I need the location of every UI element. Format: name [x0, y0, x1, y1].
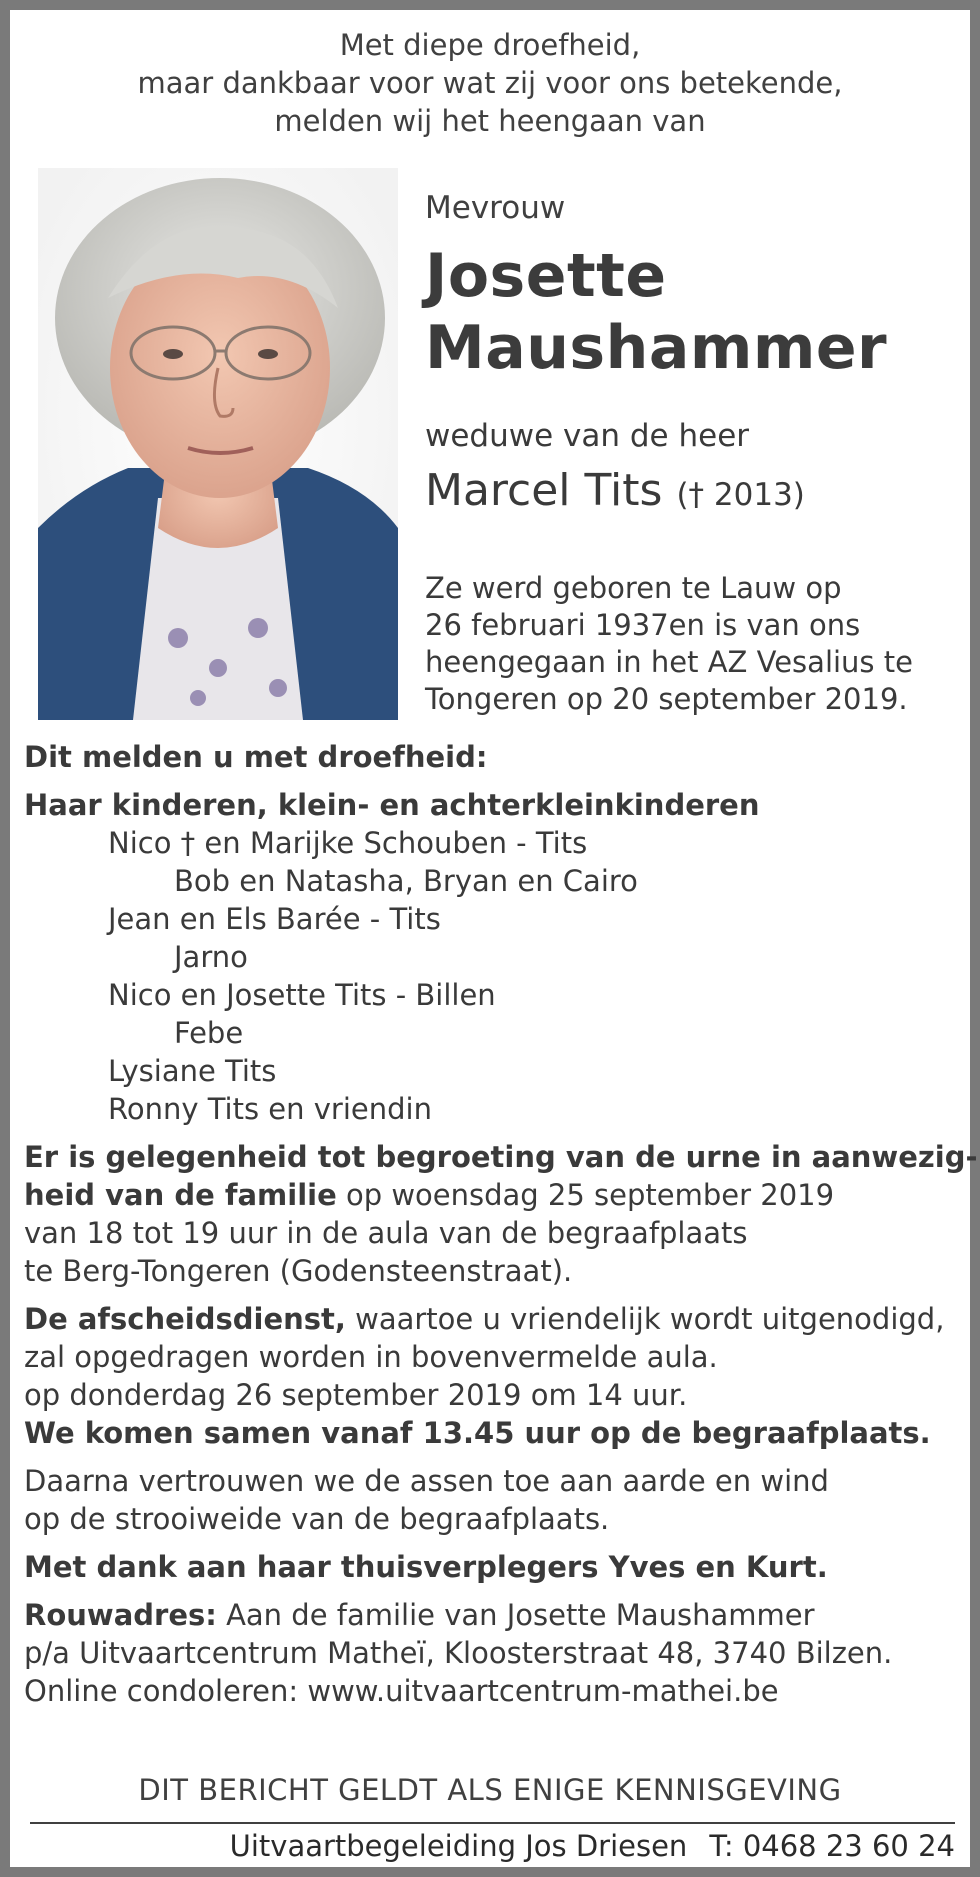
born-line: Ze werd geboren te Lauw op [425, 571, 842, 605]
visitation-date: op woensdag 25 september 2019 [336, 1178, 835, 1212]
deceased-name-block [425, 188, 965, 522]
visitation-bold: Er is gelegenheid tot begroeting van de urne in aanwezig- [24, 1140, 978, 1174]
service-line [24, 1300, 964, 1338]
born-line: Tongeren op 20 september 2019. [425, 682, 908, 716]
visitation-line: van 18 tot 19 uur in de aula van de begraafplaats [24, 1216, 748, 1250]
family-member: Nico en Josette Tits - Billen [108, 978, 496, 1012]
footer [10, 1828, 955, 1864]
family-children: Jarno [174, 940, 248, 974]
visitation-bold: heid van de familie [24, 1178, 337, 1212]
born-line: heengegaan in het AZ Vesalius te [425, 645, 913, 679]
family-children: Bob en Natasha, Bryan en Cairo [174, 864, 638, 898]
address-family: Aan de familie van Josette Maushammer [216, 1598, 815, 1632]
born-line: 26 februari 1937en is van ons [425, 608, 861, 642]
intro-line: Met diepe droefheid, [339, 28, 641, 62]
last-name: Maushammer [425, 313, 888, 383]
intro-line: maar dankbaar voor wat zij voor ons betekende, [137, 66, 843, 100]
notice-body [24, 738, 978, 1710]
family-member: Ronny Tits en vriendin [108, 1092, 432, 1126]
husband-death-year: († 2013) [676, 477, 805, 513]
intro-line: melden wij het heengaan van [274, 104, 706, 138]
scatter-line: Daarna vertrouwen we de assen toe aan aarde en wind [24, 1464, 829, 1498]
husband-line [425, 464, 965, 522]
family-member: Jean en Els Barée - Tits [108, 902, 441, 936]
service-bold: De afscheidsdienst, [24, 1302, 346, 1336]
service-gathering: We komen samen vanaf 13.45 uur op de begraafplaats. [24, 1416, 931, 1450]
husband-name: Marcel Tits [425, 465, 663, 516]
address-line: p/a Uitvaartcentrum Matheï, Kloosterstraat 48, 3740 Bilzen. [24, 1636, 893, 1670]
honorific: Mevrouw [425, 190, 566, 226]
address-label: Rouwadres: [24, 1598, 217, 1632]
intro-text [10, 26, 970, 140]
service-invite: waartoe u vriendelijk wordt uitgenodigd, [345, 1302, 945, 1336]
family-member: Nico † en Marijke Schouben - Tits [108, 826, 588, 860]
family-member: Lysiane Tits [108, 1054, 277, 1088]
visitation-line [24, 1138, 978, 1176]
service-line: op donderdag 26 september 2019 om 14 uur. [24, 1378, 688, 1412]
address-line [24, 1596, 964, 1634]
condolence-line: Online condoleren: www.uitvaartcentrum-mathei.be [24, 1674, 779, 1708]
family-heading: Haar kinderen, klein- en achterkleinkinderen [24, 788, 760, 822]
family-children: Febe [174, 1016, 244, 1050]
funeral-director: Uitvaartbegeleiding Jos Driesen [229, 1829, 688, 1863]
phone-number: T: 0468 23 60 24 [709, 1829, 955, 1863]
death-notice-card [10, 10, 978, 1867]
service-line: zal opgedragen worden in bovenvermelde aula. [24, 1340, 718, 1374]
first-name: Josette [425, 241, 667, 311]
scatter-line: op de strooiweide van de begraafplaats. [24, 1502, 610, 1536]
sole-notice: DIT BERICHT GELDT ALS ENIGE KENNISGEVING [138, 1773, 842, 1807]
thanks-line: Met dank aan haar thuisverplegers Yves en Kurt. [24, 1550, 828, 1584]
birth-death-text [425, 570, 965, 718]
portrait-photo [38, 168, 398, 720]
visitation-line [24, 1176, 964, 1214]
widow-line: weduwe van de heer [425, 418, 750, 454]
divider [30, 1822, 955, 1824]
deceased-name [425, 240, 965, 384]
visitation-line: te Berg-Tongeren (Godensteenstraat). [24, 1254, 573, 1288]
announce-heading: Dit melden u met droefheid: [24, 740, 488, 774]
